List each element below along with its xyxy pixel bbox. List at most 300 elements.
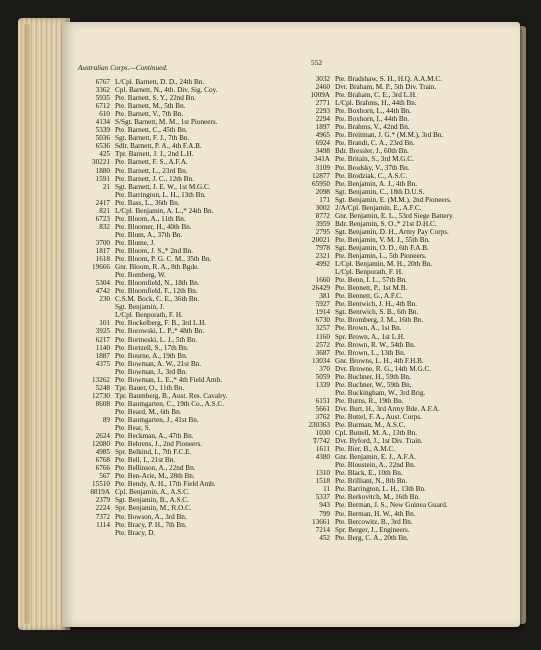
soldier-entry: Pte. Bloomer, H., 40th Bn. <box>115 222 192 231</box>
list-item <box>78 167 262 175</box>
service-number: 3002 <box>315 203 330 212</box>
list-item <box>298 341 482 349</box>
list-item <box>298 308 482 316</box>
service-number: 4985 <box>95 448 110 457</box>
soldier-entry: Pte. Bradshaw, S. H., H.Q. A.A.M.C. <box>335 75 442 83</box>
service-number: 2321 <box>315 252 330 261</box>
service-number: 12730 <box>92 391 110 400</box>
service-number: 5661 <box>315 404 330 413</box>
service-number: 1339 <box>315 380 330 389</box>
service-number: 19666 <box>92 263 110 272</box>
list-item <box>78 134 262 142</box>
list-item <box>298 276 482 284</box>
service-number <box>78 529 115 537</box>
service-number: 1114 <box>96 520 110 529</box>
list-item <box>298 526 482 534</box>
service-number: 1817 <box>95 246 110 255</box>
soldier-entry: Gnr. Bloom, R. A., 8th Bgde. <box>115 263 200 272</box>
list-item <box>298 268 482 276</box>
soldier-entry: L/Cpl. Benporath, F. H. <box>335 268 403 277</box>
service-number: 12080 <box>92 440 110 449</box>
soldier-entry: Pte. Bowman, J., 3rd Bn. <box>115 367 188 376</box>
soldier-entry: L/Cpl. Benjamin, M. H., 20th Bn. <box>335 260 433 269</box>
service-number: 2572 <box>315 340 330 349</box>
soldier-entry: Pte. Bendy, A. H., 17th Field Amb. <box>115 480 216 489</box>
list-item <box>298 83 482 91</box>
service-number: 610 <box>99 110 110 119</box>
soldier-entry: Pte. Borowski, L. P.,* 48th Bn. <box>115 327 205 336</box>
list-item <box>298 510 482 518</box>
list-item <box>78 110 262 118</box>
list-item <box>78 368 262 376</box>
list-item <box>78 448 262 456</box>
service-number: 2224 <box>95 504 110 513</box>
service-number <box>78 368 115 376</box>
soldier-entry: Pte. Barrington, L. H., 13th Bn. <box>115 190 206 199</box>
soldier-entry: Pte. Bracy, D. <box>115 528 156 537</box>
soldier-entry: Pte. Barnett, C., 45th Bn. <box>115 126 188 135</box>
soldier-entry: Bdr. Bressler, J., 60th Bn. <box>335 147 409 156</box>
list-item <box>78 513 262 521</box>
list-item <box>298 333 482 341</box>
soldier-entry: Pte. Bracy, P. H., 7th Bn. <box>115 520 187 529</box>
list-item <box>78 215 262 223</box>
service-number <box>78 303 115 311</box>
service-number: 13034 <box>312 356 330 365</box>
service-number <box>78 271 115 279</box>
service-number: 5036 <box>95 134 110 143</box>
list-item <box>78 352 262 360</box>
service-number: 1914 <box>315 308 330 317</box>
list-item <box>298 180 482 188</box>
service-number: 1160 <box>315 332 330 341</box>
soldier-entry: Pte. Buttel, F. A., Aust. Corps. <box>335 412 422 421</box>
service-number <box>298 461 335 469</box>
list-item <box>78 247 262 255</box>
service-number <box>78 231 115 239</box>
service-number <box>298 389 335 397</box>
soldier-entry: Cpl. Benjamin, A., A.S.C. <box>115 488 190 497</box>
service-number: 3498 <box>315 147 330 156</box>
list-item <box>78 319 262 327</box>
list-item <box>78 271 262 279</box>
service-number: 8772 <box>315 211 330 220</box>
soldier-entry: Pte. Benn, I. L., 57th Bn. <box>335 276 408 285</box>
list-item <box>78 311 262 319</box>
service-number: 2795 <box>315 227 330 236</box>
service-number <box>78 311 115 319</box>
service-number: 5339 <box>95 126 110 135</box>
service-number <box>298 268 335 276</box>
soldier-entry: Cpl. Buttell, M. A., 13th Bn. <box>335 429 418 438</box>
service-number: 1618 <box>95 255 110 264</box>
soldier-entry: Pte. Barnett, S. Y., 22nd Bn. <box>115 94 196 103</box>
service-number: 341A <box>314 155 330 164</box>
left-column <box>78 62 262 537</box>
list-item <box>298 445 482 453</box>
service-number: 2294 <box>315 115 330 124</box>
soldier-entry: Pte. Buckingham, W., 3rd Brig. <box>335 388 426 397</box>
service-number: 6723 <box>95 214 110 223</box>
soldier-entry: Pte. Burman, M., A.S.C. <box>335 421 406 430</box>
list-item <box>78 279 262 287</box>
soldier-entry: Pte. Barnett, J. C., 12th Bn. <box>115 174 194 183</box>
right-column <box>298 62 482 542</box>
soldier-entry: Cpl. Barnett, N., 4th. Div. Sig. Coy. <box>115 86 218 95</box>
service-number: 6536 <box>95 142 110 151</box>
list-item <box>298 196 482 204</box>
list-item <box>78 416 262 424</box>
list-item <box>78 223 262 231</box>
list-item <box>78 102 262 110</box>
soldier-entry: Pte. Bockelberg, F. B., 3rd L.H. <box>115 319 207 328</box>
list-item <box>78 231 262 239</box>
soldier-entry: Pte. Berg, C. A., 20th Bn. <box>335 533 409 542</box>
service-number: 3109 <box>315 163 330 172</box>
service-number: 821 <box>99 206 110 215</box>
list-item <box>298 365 482 373</box>
soldier-entry: Pte. Bromberg, J. M., 16th Bn. <box>335 316 424 325</box>
list-item <box>78 239 262 247</box>
service-number: 6768 <box>95 456 110 465</box>
soldier-entry: Spr. Berger, J., Engineers. <box>335 525 410 534</box>
service-number: 3762 <box>315 412 330 421</box>
service-number: 6712 <box>95 102 110 111</box>
soldier-entry: Pte. Beckman, A., 47th Bn. <box>115 432 194 441</box>
list-item <box>298 381 482 389</box>
list-item <box>78 94 262 102</box>
list-item <box>298 493 482 501</box>
service-number: 3257 <box>315 324 330 333</box>
list-item <box>78 392 262 400</box>
service-number: 101 <box>99 319 110 328</box>
service-number <box>78 408 115 416</box>
service-number: 4134 <box>95 118 110 127</box>
soldier-entry: Sgt. Benjamin, C., 18th D.U.S. <box>335 187 425 196</box>
service-number: 2771 <box>315 99 330 108</box>
list-item <box>298 357 482 365</box>
list-item <box>78 255 262 263</box>
service-number: 6767 <box>95 78 110 86</box>
service-number: 6766 <box>95 464 110 473</box>
service-number: 1518 <box>315 477 330 486</box>
service-number: 2293 <box>315 107 330 116</box>
soldier-entry: Pte. Bier, B., A.M.C. <box>335 445 396 454</box>
service-number: 6924 <box>315 139 330 148</box>
soldier-entry: Pte. Blume, J. <box>115 238 156 247</box>
soldier-entry: Pte. Brilliant, N., 8th Bn. <box>335 477 408 486</box>
service-number: 567 <box>99 472 110 481</box>
service-number: 1591 <box>95 174 110 183</box>
soldier-entry: Dvr. Byford, J., 1st Div. Train. <box>335 437 423 446</box>
service-number: 425 <box>99 150 110 159</box>
list-item <box>298 147 482 155</box>
soldier-entry: Sgt. Barnett, F. J., 7th Bn. <box>115 134 190 143</box>
soldier-entry: Spr. Benjamin, M., R.O.C. <box>115 504 192 513</box>
list-item <box>78 529 262 537</box>
list-item <box>298 429 482 437</box>
soldier-entry: Pte. Bourne, A., 19th Bn. <box>115 351 188 360</box>
service-number: 230 <box>99 295 110 304</box>
service-number: 1140 <box>95 343 110 352</box>
service-number: 65950 <box>312 179 330 188</box>
list-item <box>298 413 482 421</box>
service-number: 1887 <box>95 351 110 360</box>
list-item <box>298 469 482 477</box>
soldier-entry: Pte. Bloom, J. S.,* 2nd Bn. <box>115 246 194 255</box>
list-item <box>298 292 482 300</box>
soldier-entry: Pte. Bellinson, A., 22nd Bn. <box>115 464 196 473</box>
list-item <box>298 212 482 220</box>
soldier-entry: Pte. Baumgarten, J., 41st Bn. <box>115 415 199 424</box>
service-number: 5935 <box>95 94 110 103</box>
service-number: 13262 <box>92 375 110 384</box>
soldier-entry: Pte. Bowman, A. W., 21st Bn. <box>115 359 202 368</box>
soldier-entry: Pte. Beard, M., 6th Bn. <box>115 407 182 416</box>
soldier-entry: Pte. Bortzell, S., 17th Bn. <box>115 343 189 352</box>
soldier-entry: Pte. Burns, R., 19th Bn. <box>335 396 404 405</box>
service-number: 2624 <box>95 432 110 441</box>
list-item <box>78 496 262 504</box>
soldier-entry: Pte. Bloom, P. G. C. M., 35th Bn. <box>115 255 212 264</box>
service-number: 15510 <box>92 480 110 489</box>
list-item <box>298 115 482 123</box>
soldier-entry: Sdlr. Barnett, P. A., 4th F.A.B. <box>115 142 202 151</box>
soldier-entry: Pte. Breitman, J. G.* (M.M.), 3rd Bn. <box>335 131 444 140</box>
soldier-entry: Sgt. Barnett, J. E. W., 1st M.G.C. <box>115 182 211 191</box>
service-number: 1611 <box>315 445 330 454</box>
service-number: 21 <box>102 182 110 191</box>
service-number: 5337 <box>315 493 330 502</box>
soldier-entry: Pte. Blum, A., 37th Bn. <box>115 230 183 239</box>
list-item <box>298 501 482 509</box>
list-item <box>298 91 482 99</box>
list-item <box>298 155 482 163</box>
soldier-entry: L/Cpl. Barnett, D. D., 24th Bn. <box>115 78 205 86</box>
soldier-entry: L/Cpl. Benporath, F. H. <box>115 311 183 320</box>
list-item <box>298 107 482 115</box>
service-number: 4375 <box>95 359 110 368</box>
service-number: 3032 <box>315 75 330 83</box>
list-item <box>298 188 482 196</box>
service-number: 4380 <box>315 453 330 462</box>
soldier-entry: Dvr. Braham, M. P., 5th Div. Train. <box>335 83 437 92</box>
list-item <box>78 327 262 335</box>
list-item <box>298 461 482 469</box>
soldier-entry: Pte. Benjamin, V. M. J., 55th Bn. <box>335 235 430 244</box>
service-number: 2098 <box>315 187 330 196</box>
soldier-entry: L/Cpl. Brahms, H., 44th Bn. <box>335 99 417 108</box>
list-item <box>78 263 262 271</box>
soldier-entry: Pte. Barrington, L. H., 13th Bn. <box>335 485 426 494</box>
list-item <box>298 316 482 324</box>
list-item <box>78 118 262 126</box>
page-number: 552 <box>311 58 323 67</box>
soldier-entry: L/Cpl. Benjamin, A. L.,* 24th Bn. <box>115 206 214 215</box>
soldier-entry: Pte. Benjamin, L., 5th Pioneers. <box>335 252 427 261</box>
list-item <box>298 485 482 493</box>
soldier-entry: Spr. Brown, A., 1st L.H. <box>335 332 405 341</box>
list-item <box>78 344 262 352</box>
list-item <box>298 228 482 236</box>
service-number: 3687 <box>315 348 330 357</box>
list-item <box>298 518 482 526</box>
list-item <box>78 456 262 464</box>
service-number: 2460 <box>315 83 330 92</box>
service-number: 452 <box>319 533 330 542</box>
list-item <box>298 437 482 445</box>
service-number <box>78 191 115 199</box>
list-item <box>78 86 262 94</box>
service-number: 2379 <box>95 496 110 505</box>
soldier-entry: Pte. Brandt, C. A., 23rd Bn. <box>335 139 415 148</box>
service-number: 5927 <box>315 300 330 309</box>
section-header: Australian Corps.—Continued. <box>78 64 168 72</box>
list-item <box>78 488 262 496</box>
service-number: 1009A <box>310 91 330 100</box>
service-number: 381 <box>319 292 330 301</box>
service-number: 8608 <box>95 399 110 408</box>
list-item <box>298 260 482 268</box>
service-number: 799 <box>319 509 330 518</box>
service-number: 1897 <box>315 123 330 132</box>
soldier-entry: Gnr. Benjamin, E. L., 53rd Siege Battery. <box>335 211 454 220</box>
soldier-entry: Pte. Benjamin, A. J., 4th Bn. <box>335 179 418 188</box>
service-number: 13661 <box>312 517 330 526</box>
soldier-entry: Pte. Bass, L., 36th Bn. <box>115 198 180 207</box>
service-number: 1660 <box>315 276 330 285</box>
service-number: 7978 <box>315 243 330 252</box>
service-number: 7214 <box>315 525 330 534</box>
soldier-entry: Sgt. Bentwich, S. B., 6th Bn. <box>335 308 419 317</box>
list-item <box>298 220 482 228</box>
service-number: 11 <box>323 485 330 494</box>
list-item <box>78 207 262 215</box>
list-item <box>298 236 482 244</box>
list-item <box>78 432 262 440</box>
soldier-entry: Gnr. Benjamin, E. J., A.F.A. <box>335 453 416 462</box>
soldier-entry: Pte. Behrens, J., 2nd Pioneers. <box>115 440 203 449</box>
service-number: 5248 <box>95 383 110 392</box>
list-item <box>298 252 482 260</box>
service-number: 943 <box>319 501 330 510</box>
list-item <box>78 480 262 488</box>
list-item <box>298 172 482 180</box>
service-number: 171 <box>319 195 330 204</box>
soldier-entry: Pte. Bercowitz, B., 3rd Bn. <box>335 517 413 526</box>
list-item <box>298 324 482 332</box>
list-item <box>78 440 262 448</box>
soldier-entry: Tpr. Barnett, J. J., 2nd L.H. <box>115 150 194 159</box>
service-number: 230363 <box>308 421 330 430</box>
soldier-entry: Pte. Bentwich, J. H., 4th Bn. <box>335 300 418 309</box>
soldier-entry: Pte. Bennett, G., A.F.C. <box>335 292 403 301</box>
list-item <box>298 284 482 292</box>
soldier-entry: Pte. Baumgarten, C., 19th Co., A.S.C. <box>115 399 225 408</box>
soldier-entry: Pte. Buchner, H., 59th Bn. <box>335 372 411 381</box>
list-item <box>298 453 482 461</box>
soldier-entry: Pte. Bloom, A., 11th Bn. <box>115 214 186 223</box>
list-item <box>298 421 482 429</box>
soldier-entry: Pte. Bear, S. <box>115 424 151 433</box>
list-item <box>298 477 482 485</box>
list-item <box>78 191 262 199</box>
soldier-entry: Pte. Bloomfield, F., 12th Bn. <box>115 287 198 296</box>
soldier-entry: Pte. Black, E., 10th Bn. <box>335 469 403 478</box>
soldier-entry: C.S.M. Bock, C. E., 36th Bn. <box>115 295 200 304</box>
list-item <box>298 300 482 308</box>
service-number: 370 <box>319 364 330 373</box>
soldier-entry: Pte. Boxhorn, L., 44th Bn. <box>335 107 412 116</box>
service-number: 20021 <box>312 235 330 244</box>
soldier-entry: S/Sgt. Barnett, M. M., 1st Pioneers. <box>115 118 218 127</box>
service-number: 1880 <box>95 166 110 175</box>
soldier-entry: Pte. Boxhorn, I., 44th Bn. <box>335 115 410 124</box>
service-number: 8819A <box>90 488 110 497</box>
service-number: 6151 <box>315 396 330 405</box>
service-number: 7372 <box>95 512 110 521</box>
list-item <box>298 534 482 542</box>
soldier-entry: Pte. Bowman, L. E.,* 4th Field Amb. <box>115 375 223 384</box>
list-item <box>78 78 262 86</box>
service-number: 5059 <box>315 372 330 381</box>
soldier-entry: Pte. Bloustein, A., 22nd Bn. <box>335 461 416 470</box>
soldier-entry: Pte. Bloomfield, N., 18th Bn. <box>115 279 200 288</box>
list-item <box>298 349 482 357</box>
service-number: 832 <box>99 222 110 231</box>
soldier-entry: Tpr. Bauer, O., 11th Bn. <box>115 383 185 392</box>
list-item <box>298 405 482 413</box>
soldier-entry: Pte. Berman, H. W., 4th Bn. <box>335 509 416 518</box>
list-item <box>78 464 262 472</box>
list-item <box>298 373 482 381</box>
soldier-entry: Gnr. Browns, L. H., 4th F.H.B. <box>335 356 424 365</box>
soldier-entry: Sgt. Benjamin, J. <box>115 303 165 312</box>
list-item <box>298 131 482 139</box>
service-number <box>78 424 115 432</box>
list-item <box>78 360 262 368</box>
soldier-entry: Pte. Berkovitch, M., 16th Bn. <box>335 493 420 502</box>
list-item <box>78 295 262 303</box>
list-item <box>78 384 262 392</box>
soldier-entry: Pte. Bowson, A., 3rd Bn. <box>115 512 187 521</box>
list-item <box>78 183 262 191</box>
soldier-entry: Pte. Bortnoski, L. J., 5th Bn. <box>115 335 198 344</box>
soldier-entry: Pte. Brodsky, V., 37th Bn. <box>335 163 410 172</box>
service-number: 4742 <box>95 287 110 296</box>
soldier-entry: Pte. Barnett, V., 7th Bn. <box>115 110 184 119</box>
soldier-entry: Sgt. Benjamin, O. D., 6th F.A.B. <box>335 243 429 252</box>
list-item <box>298 204 482 212</box>
soldier-entry: Dvr. Burt, H., 3rd Army Bde. A.F.A. <box>335 404 440 413</box>
list-item <box>78 150 262 158</box>
list-item <box>78 408 262 416</box>
list-item <box>298 244 482 252</box>
soldier-entry: Pte. Bell, I., 21st Bn. <box>115 456 176 465</box>
service-number: 3925 <box>95 327 110 336</box>
list-item <box>78 142 262 150</box>
soldier-entry: Pte. Britain, S., 3rd M.G.C. <box>335 155 414 164</box>
list-item <box>298 123 482 131</box>
soldier-entry: Pte. Brown, A., 1st Bn. <box>335 324 402 333</box>
service-number: 3959 <box>315 219 330 228</box>
service-number: 30221 <box>92 158 110 167</box>
list-item <box>78 376 262 384</box>
list-item <box>298 389 482 397</box>
service-number: 12877 <box>312 171 330 180</box>
soldier-entry: 2/A/Cpl. Benjamin, E., A.F.C. <box>335 203 422 212</box>
soldier-entry: Dvr. Browne, R. G., 14th M.G.C. <box>335 364 432 373</box>
